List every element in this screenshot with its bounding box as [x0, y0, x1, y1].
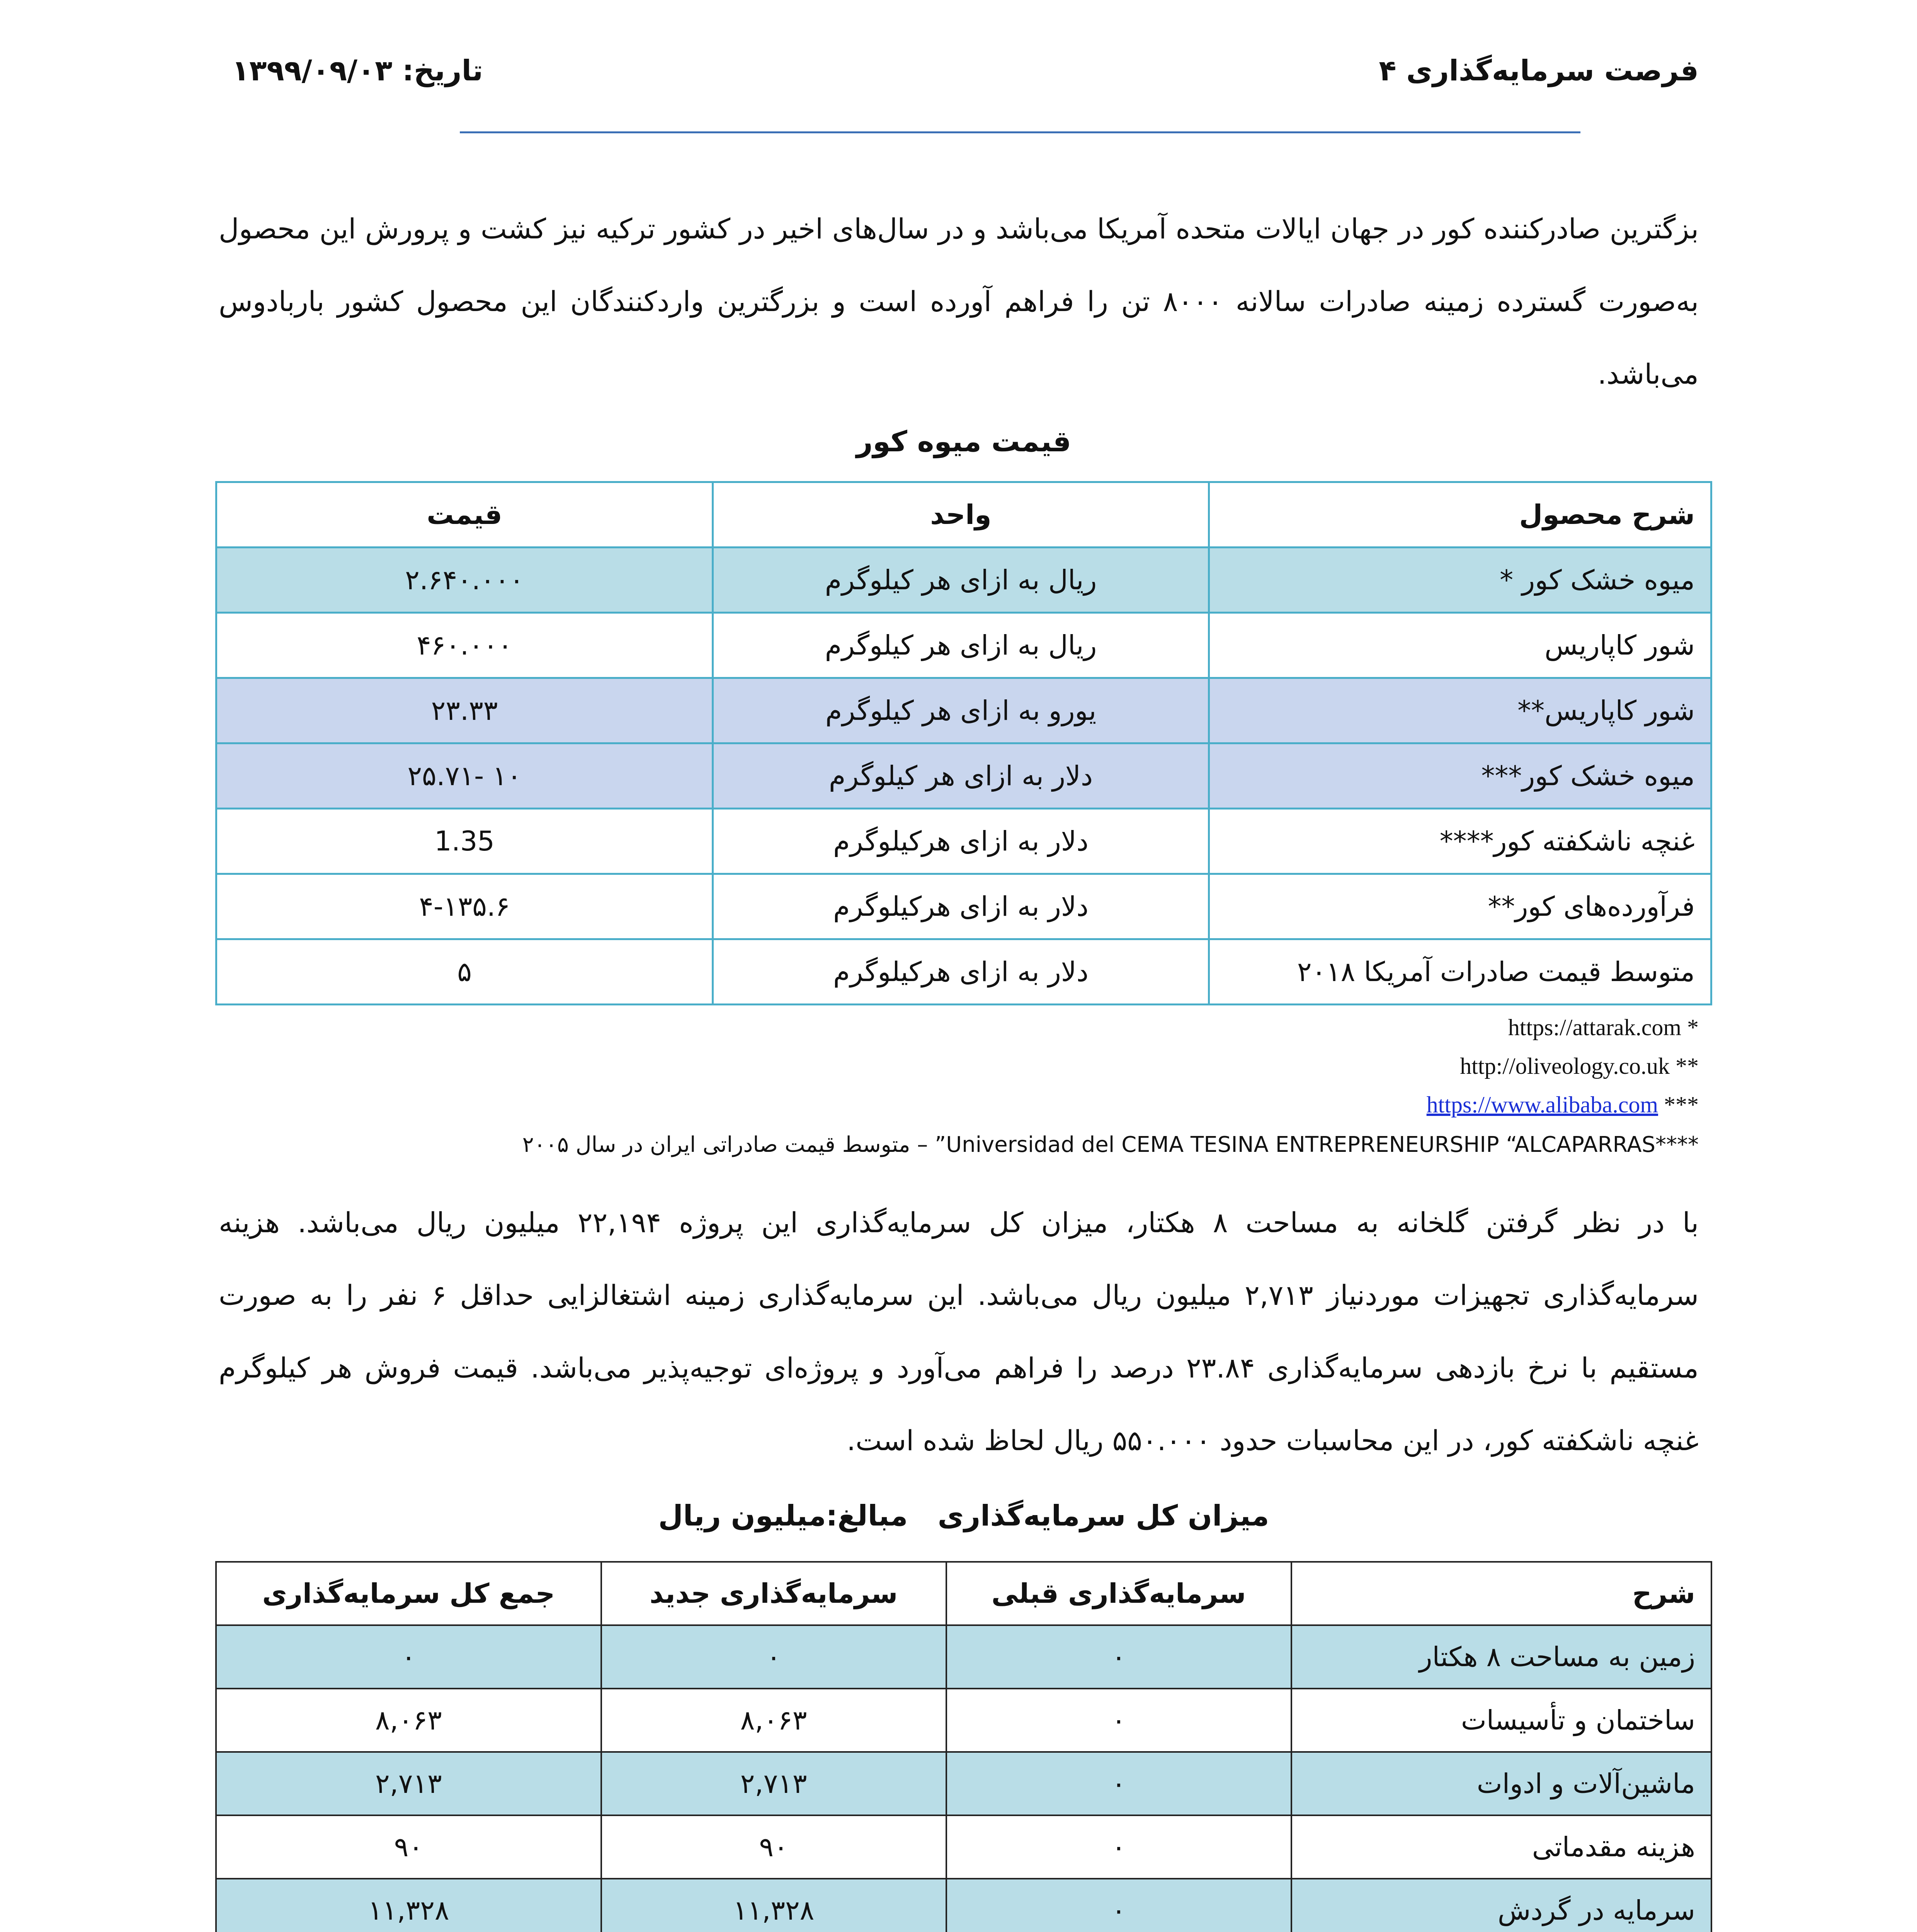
price-table-caption: قیمت میوه کور — [856, 425, 1072, 458]
source-universidad: ****Universidad del CEMA TESINA ENTREPRENEURSHIP “ALCAPARRAS” – متوسط قیمت صادراتی ایران در سال ۲۰۰۵ — [522, 1132, 1699, 1157]
table-row — [216, 1625, 1711, 1689]
table-row — [216, 548, 1711, 613]
price-cell-price: ۱۰ -۲۵.۷۱ — [216, 743, 713, 809]
price-header-unit: واحد — [713, 482, 1209, 548]
table-row — [216, 613, 1711, 678]
price-cell-price: 1.35 — [216, 809, 713, 874]
inv-cell-description: ساختمان و تأسیسات — [1291, 1689, 1712, 1752]
table-row — [216, 1689, 1711, 1752]
price-header-price: قیمت — [216, 482, 713, 548]
document-title: فرصت سرمایه‌گذاری ۴ — [1379, 54, 1699, 87]
source-attarak: https://attarak.com * — [1508, 1015, 1699, 1040]
price-cell-unit: دلار به ازای هرکیلوگرم — [713, 939, 1209, 1005]
price-header-description: شرح محصول — [1209, 482, 1711, 548]
price-cell-description: فرآورده‌های کور** — [1209, 874, 1711, 939]
price-cell-description: شور کاپاریس — [1209, 613, 1711, 678]
price-cell-unit: ریال به ازای هر کیلوگرم — [713, 613, 1209, 678]
inv-cell-previous: ۰ — [946, 1815, 1291, 1879]
inv-cell-description: زمین به مساحت ۸ هکتار — [1291, 1625, 1712, 1689]
price-cell-price: ۲.۶۴۰.۰۰۰ — [216, 548, 713, 613]
inv-cell-description: ماشین‌آلات و ادوات — [1291, 1752, 1712, 1815]
price-cell-unit: دلار به ازای هر کیلوگرم — [713, 743, 1209, 809]
price-table-header-row — [216, 482, 1711, 548]
price-cell-unit: دلار به ازای هرکیلوگرم — [713, 874, 1209, 939]
table-row — [216, 939, 1711, 1005]
price-cell-unit: دلار به ازای هرکیلوگرم — [713, 809, 1209, 874]
price-cell-unit: ریال به ازای هر کیلوگرم — [713, 548, 1209, 613]
table-row — [216, 1879, 1711, 1932]
source-alibaba — [1427, 1092, 1699, 1118]
investment-table-caption: میزان کل سرمایه‌گذاری مبالغ:میلیون ریال — [658, 1499, 1269, 1532]
inv-cell-previous: ۰ — [946, 1625, 1291, 1689]
inv-cell-new: ۲,۷۱۳ — [601, 1752, 946, 1815]
header-divider — [460, 131, 1580, 133]
inv-cell-new: ۱۱,۳۲۸ — [601, 1879, 946, 1932]
source-oliveology: http://oliveology.co.uk ** — [1460, 1053, 1699, 1079]
inv-cell-new: ۹۰ — [601, 1815, 946, 1879]
price-table — [215, 481, 1712, 1005]
price-cell-description: میوه خشک کور*** — [1209, 743, 1711, 809]
table-row — [216, 678, 1711, 743]
inv-cell-previous: ۰ — [946, 1879, 1291, 1932]
price-cell-description: متوسط قیمت صادرات آمریکا ۲۰۱۸ — [1209, 939, 1711, 1005]
inv-cell-previous: ۰ — [946, 1752, 1291, 1815]
inv-cell-total: ۸,۰۶۳ — [216, 1689, 601, 1752]
table-row — [216, 1752, 1711, 1815]
investment-paragraph: با در نظر گرفتن گلخانه به مساحت ۸ هکتار، میزان کل سرمایه‌گذاری این پروژه ۲۲,۱۹۴ میلیون ریال می‌باشد. هزینه سرمایه‌گذاری تجهیزات موردنیاز ۲,۷۱۳ میلیون ریال می‌باشد. این سرمایه‌گذاری زمینه اشتغالزایی حداقل ۶ نفر را به صورت مستقیم با نرخ بازدهی سرمایه‌گذاری ۲۳.۸۴ درصد را فراهم می‌آورد و پروژه‌ای توجیه‌پذیر می‌باشد. قیمت فروش هر کیلوگرم غنچه ناشکفته کور، در این محاسبات حدود ۵۵۰.۰۰۰ ریال لحاظ شده است. — [219, 1206, 1699, 1457]
inv-header-total: جمع کل سرمایه‌گذاری — [216, 1562, 601, 1625]
inv-cell-description: هزینه مقدماتی — [1291, 1815, 1712, 1879]
investment-table — [215, 1561, 1712, 1932]
price-cell-price: ۵ — [216, 939, 713, 1005]
inv-cell-previous: ۰ — [946, 1689, 1291, 1752]
price-cell-description: میوه خشک کور * — [1209, 548, 1711, 613]
table-row — [216, 1815, 1711, 1879]
price-cell-unit: یورو به ازای هر کیلوگرم — [713, 678, 1209, 743]
inv-cell-new: ۰ — [601, 1625, 946, 1689]
inv-cell-total: ۹۰ — [216, 1815, 601, 1879]
inv-cell-total: ۰ — [216, 1625, 601, 1689]
inv-header-description: شرح — [1291, 1562, 1712, 1625]
inv-cell-total: ۱۱,۳۲۸ — [216, 1879, 601, 1932]
price-cell-price: ۴۶۰.۰۰۰ — [216, 613, 713, 678]
document-date: تاریخ: ۱۳۹۹/۰۹/۰۳ — [232, 54, 483, 87]
alibaba-link[interactable]: https://www.alibaba.com — [1426, 1092, 1658, 1117]
inv-header-new: سرمایه‌گذاری جدید — [601, 1562, 946, 1625]
intro-paragraph: بزگترین صادرکننده کور در جهان ایالات متحده آمریکا می‌باشد و در سال‌های اخیر در کشور ترکیه نیز کشت و پرورش این محصول به‌صورت گسترده زمینه صادرات سالانه ۸۰۰۰ تن را فراهم آورده است و بزرگترین واردکنندگان این محصول کشور باربادوس می‌باشد. — [219, 213, 1699, 390]
price-cell-price: ۴-۱۳۵.۶ — [216, 874, 713, 939]
investment-table-header-row — [216, 1562, 1711, 1625]
price-cell-price: ۲۳.۳۳ — [216, 678, 713, 743]
source-alibaba-mark: *** — [1664, 1092, 1699, 1117]
price-cell-description: شور کاپاریس** — [1209, 678, 1711, 743]
inv-cell-description: سرمایه در گردش — [1291, 1879, 1712, 1932]
table-row — [216, 874, 1711, 939]
inv-cell-new: ۸,۰۶۳ — [601, 1689, 946, 1752]
price-cell-description: غنچه ناشکفته کور**** — [1209, 809, 1711, 874]
inv-header-previous: سرمایه‌گذاری قبلی — [946, 1562, 1291, 1625]
inv-cell-total: ۲,۷۱۳ — [216, 1752, 601, 1815]
table-row — [216, 809, 1711, 874]
table-row — [216, 743, 1711, 809]
